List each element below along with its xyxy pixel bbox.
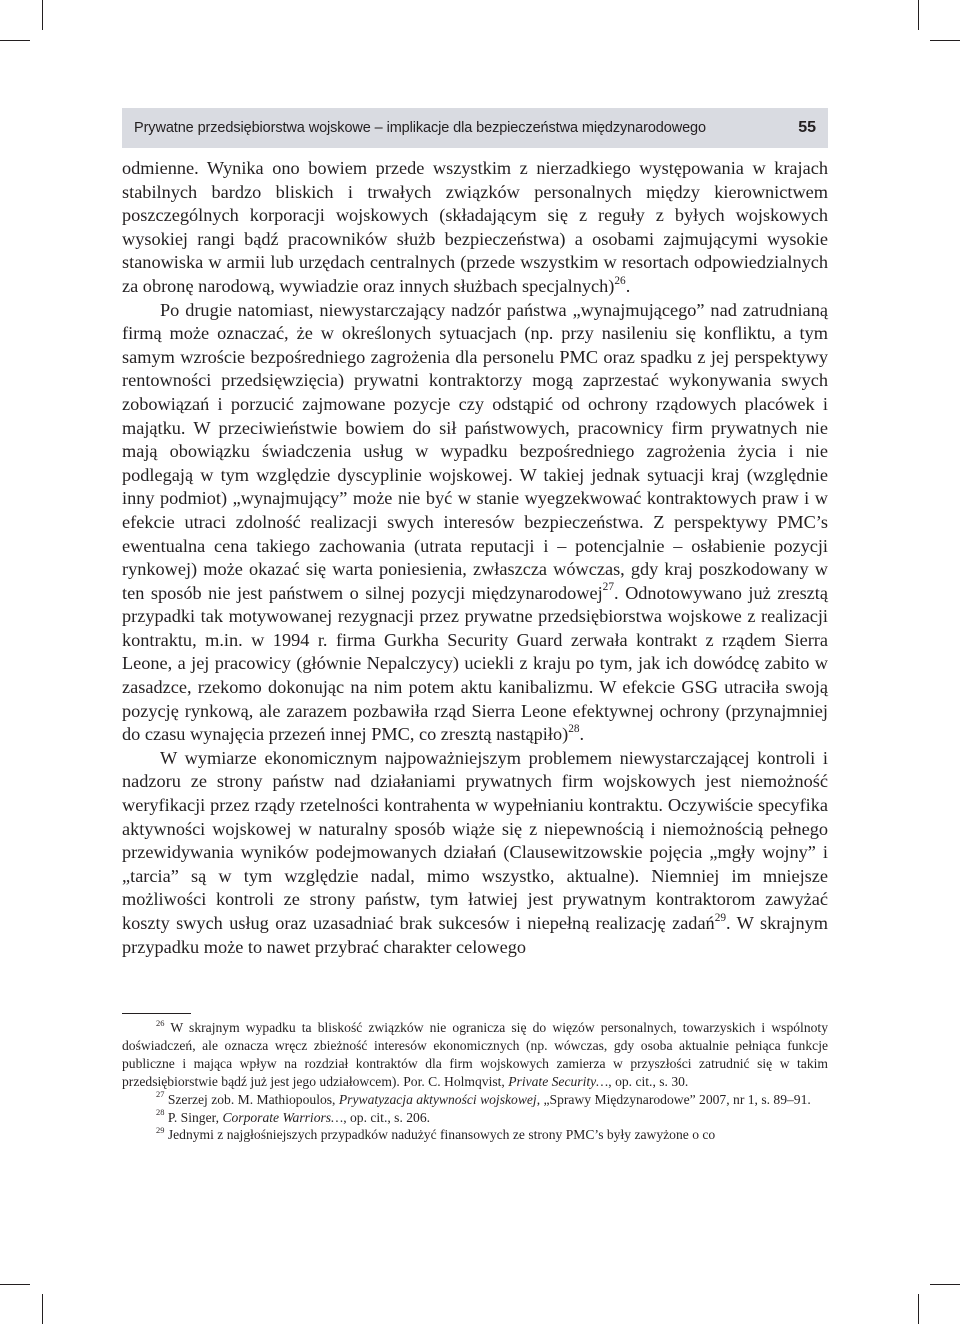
footnote-number: 29 [156, 1125, 165, 1136]
footnote-ref: 28 [568, 723, 580, 736]
running-header [122, 108, 828, 148]
paragraph-text: . W skrajnym przypadku może to nawet przybrać charakter celowego [122, 913, 828, 957]
paragraph [122, 747, 828, 959]
paragraph-text: Po drugie natomiast, niewystarczający nadzór państwa „wynajmującego” nad zatrudnianą firmą może oznaczać, że w określonych sytuacjach (np. przy nasileniu się konfliktu, a tym samym wzroście bezpośredniego zagrożenia dla personelu PMC oraz spadku z jej perspektywy rentowności przedsięwzięcia) prywatni kontraktorzy mogą zaprzestać wykonywania swych zobowiązań i porzucić zajmowane pozycje czy odstąpić od ochrony rządowych placówek i majątku. W przeciwieństwie bowiem do sił państwowych, pracownicy firm prywatnych nie mają obowiązku świadczenia usług w wypadku bezpośredniego zagrożenia życia i nie podlegają w tym względzie dyscyplinie wojskowej. W takiej jednak sytuacji kraj (względnie inny podmiot) „wynajmujący” może nie być w stanie wyegzekwować kontraktowych praw i w efekcie utraci zdolność realizacji swych interesów bezpieczeństwa. Z perspektywy PMC’s ewentualna cena takiego zachowania (utrata reputacji i – potencjalnie – osłabienie pozycji rynkowej) może okazać się warta poniesienia, zwłaszcza wówczas, gdy kraj poszkodowany w ten sposób nie jest państwem o silnej pozycji międzynarodowej [122, 299, 828, 603]
footnote-number: 26 [156, 1017, 165, 1028]
paragraph [122, 299, 828, 747]
footnote-ref: 27 [602, 581, 614, 594]
paragraph-text: . [579, 724, 585, 745]
footnote-number: 28 [156, 1107, 165, 1118]
body-text [122, 157, 828, 959]
footnote-title: Corporate Warriors… [222, 1109, 344, 1125]
footnote-text: , op. cit., s. 206. [343, 1109, 431, 1125]
crop-mark [0, 1284, 30, 1285]
footnote-text: P. Singer, [167, 1109, 220, 1125]
footnote-text: W skrajnym wypadku ta bliskość związków nie ogranicza się do więzów personalnych, towarzyskich i wspólnoty doświadczeń, ale oznacza wręcz zbieżność interesów ekonomicznych (np. wówczas, gdy osoba aktualnie pełniąca funkcje publiczne i mająca wpływ na rozdział kontraktów dla firm wojskowych zamierza w przyszłości zatrudnić się w takim przedsiębiorstwie bądź już jest jego udziałowcem). Por. C. Holmqvist, [122, 1020, 828, 1089]
footnote-text: Szerzej zob. M. Mathiopoulos, [167, 1091, 336, 1107]
footnote-ref: 26 [614, 274, 626, 287]
footnote-number: 27 [156, 1089, 165, 1100]
crop-mark [930, 1284, 960, 1285]
footnote-text: , op. cit., s. 30. [608, 1073, 689, 1089]
crop-mark [918, 0, 919, 30]
footnote [122, 1019, 828, 1091]
footnotes [122, 1019, 828, 1144]
running-header-title: Prywatne przedsiębiorstwa wojskowe – implikacje dla bezpieczeństwa międzynarodowego [134, 120, 706, 136]
crop-mark [42, 1294, 43, 1324]
footnote-separator [122, 1013, 191, 1014]
crop-mark [0, 40, 30, 41]
crop-mark [918, 1294, 919, 1324]
footnote [122, 1126, 828, 1144]
paragraph-text: . [625, 275, 631, 296]
footnote-ref: 29 [714, 911, 727, 924]
footnote-title: Private Security… [508, 1073, 609, 1089]
footnote-text: , „Sprawy Międzynarodowe” 2007, nr 1, s. 89–91. [536, 1091, 811, 1107]
footnote [122, 1109, 828, 1127]
footnote [122, 1091, 828, 1109]
crop-mark [930, 40, 960, 41]
paragraph-text: W wymiarze ekonomicznym najpoważniejszym problemem niewystarczającej kontroli i nadzoru ze strony państw nad działaniami prywatnych firm wojskowych jest niemożność weryfikacji przez rządy rzetelności kontrahenta w wypełnianiu kontraktu. Oczywiście specyfika aktywności wojskowej w naturalny sposób wiąże się z niepewnością i niemożnością pełnego przewidywania wyników podejmowanych działań (Clausewitzowskie pojęcia „mgły wojny” i „tarcia” są w tym względzie nadal, mimo wszystko, aktualne). Niemniej im mniejsze możliwości kontroli ze strony państw, tym łatwiej jest prywatnym kontraktorom zawyżać koszty swych usług oraz uzasadniać brak sukcesów i niepełną realizację zadań [122, 747, 828, 933]
crop-mark [42, 0, 43, 30]
paragraph-text: . Odnotowywano już zresztą przypadki tak motywowanej rezygnacji przez prywatne przedsiębiorstwa wojskowe z realizacji kontraktu, m.in. w 1994 r. firma Gurkha Security Guard zerwała kontrakt z rządem Sierra Leone, a jej pracowicy (głównie Nepalczycy) uciekli z kraju po tym, jak ich dowódcę zabito w zasadzce, rzekomo dokonując na nim potem aktu kanibalizmu. W efekcie GSG utraciła swoją pozycję rynkową, ale zarazem pozbawiła rząd Sierra Leone efektywnej ochrony (przynajmniej do czasu wynajęcia przezeń innej PMC, co zresztą nastąpiło) [122, 582, 828, 745]
footnote-text: Jednymi z najgłośniejszych przypadków nadużyć finansowych ze strony PMC’s były zawyżone o co [167, 1127, 716, 1143]
paragraph [122, 157, 828, 299]
footnote-title: Prywatyzacja aktywności wojskowej [338, 1091, 537, 1107]
paragraph-text: odmienne. Wynika ono bowiem przede wszystkim z nierzadkiego występowania w krajach stabilnych bardzo bliskich i trwałych związków personalnych między kierownictwem poszczególnych korporacji wojskowych (składającym się z reguły z byłych wojskowych wysokiej rangi bądź pracowników służb bezpieczeństwa) a osobami zajmującymi wysokie stanowiska w armii lub urzędach centralnych (przede wszystkim w resortach odpowiedzialnych za obronę narodową, wywiadzie oraz innych służbach specjalnych) [122, 158, 828, 296]
page-number: 55 [798, 119, 816, 136]
